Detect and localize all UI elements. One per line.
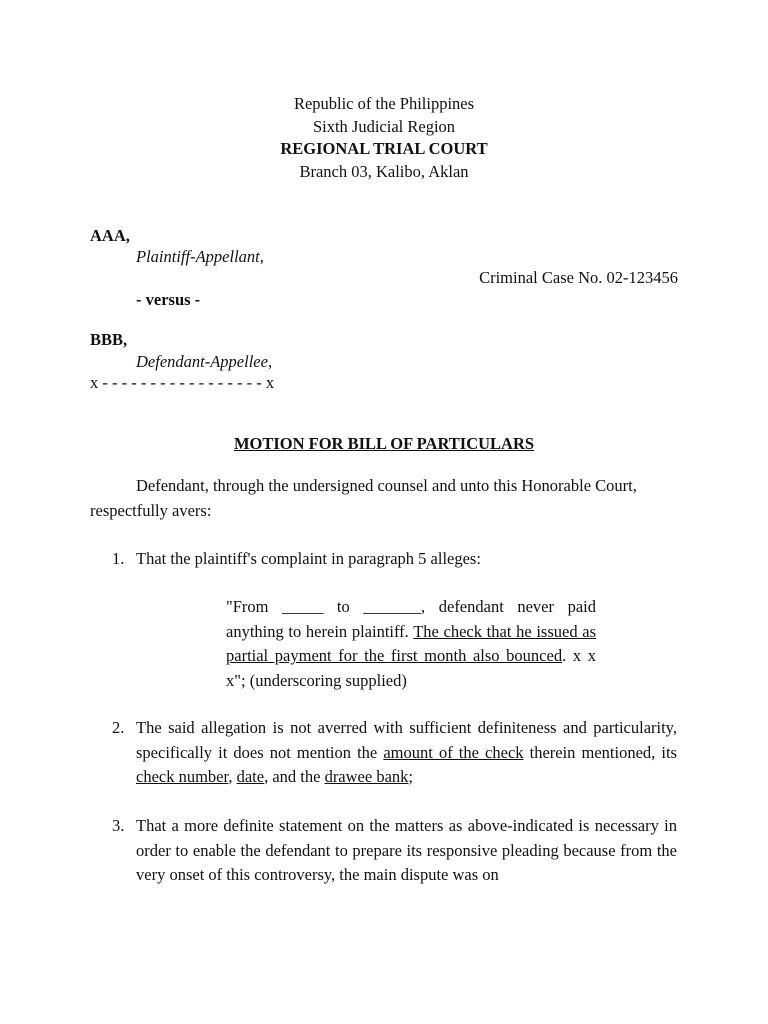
- item-2-amount: amount of the check: [383, 742, 524, 762]
- item-2-part-2: therein mentioned, its: [523, 742, 677, 762]
- defendant-role-suffix: ,: [267, 352, 273, 371]
- header-branch: Branch 03, Kalibo, Aklan: [299, 162, 469, 181]
- header-court: REGIONAL TRIAL COURT: [280, 139, 488, 158]
- header-republic: Republic of the Philippines: [293, 94, 475, 113]
- intro-line-2: respectfully avers:: [90, 501, 212, 520]
- plaintiff-role: Plaintiff-Appellant: [136, 247, 260, 266]
- plaintiff-role-suffix: ,: [259, 247, 264, 266]
- item-2-drawee-bank: drawee bank: [324, 767, 409, 786]
- item-2-number: 2.: [112, 718, 125, 737]
- defendant-name: BBB,: [90, 330, 128, 349]
- item-2-part-5: ;: [408, 767, 413, 786]
- item-2-part-1: The said allegation is not averred with sufficient definiteness and particularity, specifically it does not mention the: [136, 718, 677, 762]
- versus-label: - versus -: [136, 290, 201, 309]
- caption-separator: x - - - - - - - - - - - - - - - - - x: [90, 373, 275, 392]
- quote-underlined: The check that he issued as partial payment for the first month also bounced: [226, 621, 596, 665]
- header-region: Sixth Judicial Region: [312, 117, 456, 136]
- defendant-role-line: [136, 352, 272, 372]
- plaintiff-role-line: [136, 247, 264, 267]
- block-quote: [226, 595, 596, 693]
- item-2-check-number: check number: [136, 767, 229, 786]
- intro-line-1: Defendant, through the undersigned counsel and unto this Honorable Court,: [136, 476, 637, 495]
- item-1-number: 1.: [112, 549, 125, 568]
- document-title: MOTION FOR BILL OF PARTICULARS: [233, 434, 535, 453]
- quote-text-2: . x x x"; (underscoring supplied): [226, 646, 596, 690]
- item-3-text: That a more definite statement on the matters as above-indicated is necessary in order to enable the defendant to prepare its responsive pleading because from the very onset of this controversy, the main dispute was on: [136, 816, 677, 884]
- quote-text-1: "From _____ to _______, defendant never paid anything to herein plaintiff.: [226, 597, 596, 641]
- plaintiff-name: AAA,: [90, 226, 130, 245]
- defendant-role: Defendant-Appellee: [136, 352, 268, 371]
- item-2-text: [136, 716, 677, 790]
- item-1-text: That the plaintiff's complaint in paragraph 5 alleges:: [136, 549, 481, 568]
- case-number: Criminal Case No. 02-123456: [479, 268, 678, 287]
- item-3-number: 3.: [112, 816, 125, 835]
- item-2-part-4: , and the: [264, 767, 325, 786]
- item-2-part-3: ,: [228, 767, 237, 786]
- item-2-date: date: [236, 767, 265, 786]
